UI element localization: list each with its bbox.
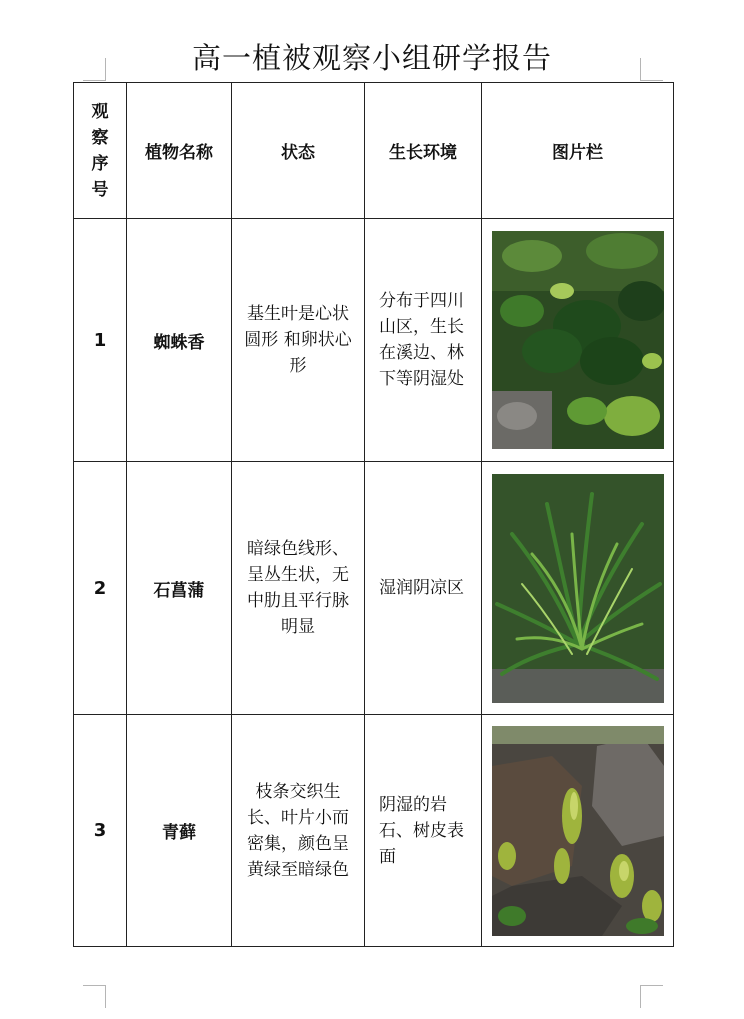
plant-picture [482, 715, 674, 947]
header-state: 状态 [232, 83, 365, 219]
row-index: 3 [74, 715, 127, 947]
plant-name: 青藓 [127, 715, 232, 947]
grass-clump-photo [492, 474, 664, 703]
plant-environment: 阴湿的岩石、树皮表面 [365, 715, 482, 947]
table-row [74, 715, 674, 947]
table-header-row [74, 83, 674, 219]
plant-picture [482, 219, 674, 462]
table-row [74, 462, 674, 715]
plant-environment: 分布于四川山区，生长在溪边、林下等阴湿处 [365, 219, 482, 462]
header-name: 植物名称 [127, 83, 232, 219]
row-index: 2 [74, 462, 127, 715]
row-index: 1 [74, 219, 127, 462]
header-picture: 图片栏 [482, 83, 674, 219]
header-environment: 生长环境 [365, 83, 482, 219]
table-row [74, 219, 674, 462]
plant-state: 基生叶是心状圆形 和卵状心形 [232, 219, 365, 462]
plant-name: 石菖蒲 [127, 462, 232, 715]
broadleaf-plant-photo [492, 231, 664, 449]
plant-state: 枝条交织生长、叶片小而密集，颜色呈黄绿至暗绿色 [232, 715, 365, 947]
plant-state: 暗绿色线形、呈丛生状，无中肋且平行脉明显 [232, 462, 365, 715]
header-index: 观察序号 [74, 83, 127, 219]
moss-on-rock-photo [492, 726, 664, 936]
plant-picture [482, 462, 674, 715]
plant-name: 蜘蛛香 [127, 219, 232, 462]
page-corner-mark [83, 985, 106, 1008]
plant-environment: 湿润阴凉区 [365, 462, 482, 715]
page-corner-mark [640, 985, 663, 1008]
document-title: 高一植被观察小组研学报告 [191, 41, 552, 75]
observation-table [73, 82, 674, 947]
